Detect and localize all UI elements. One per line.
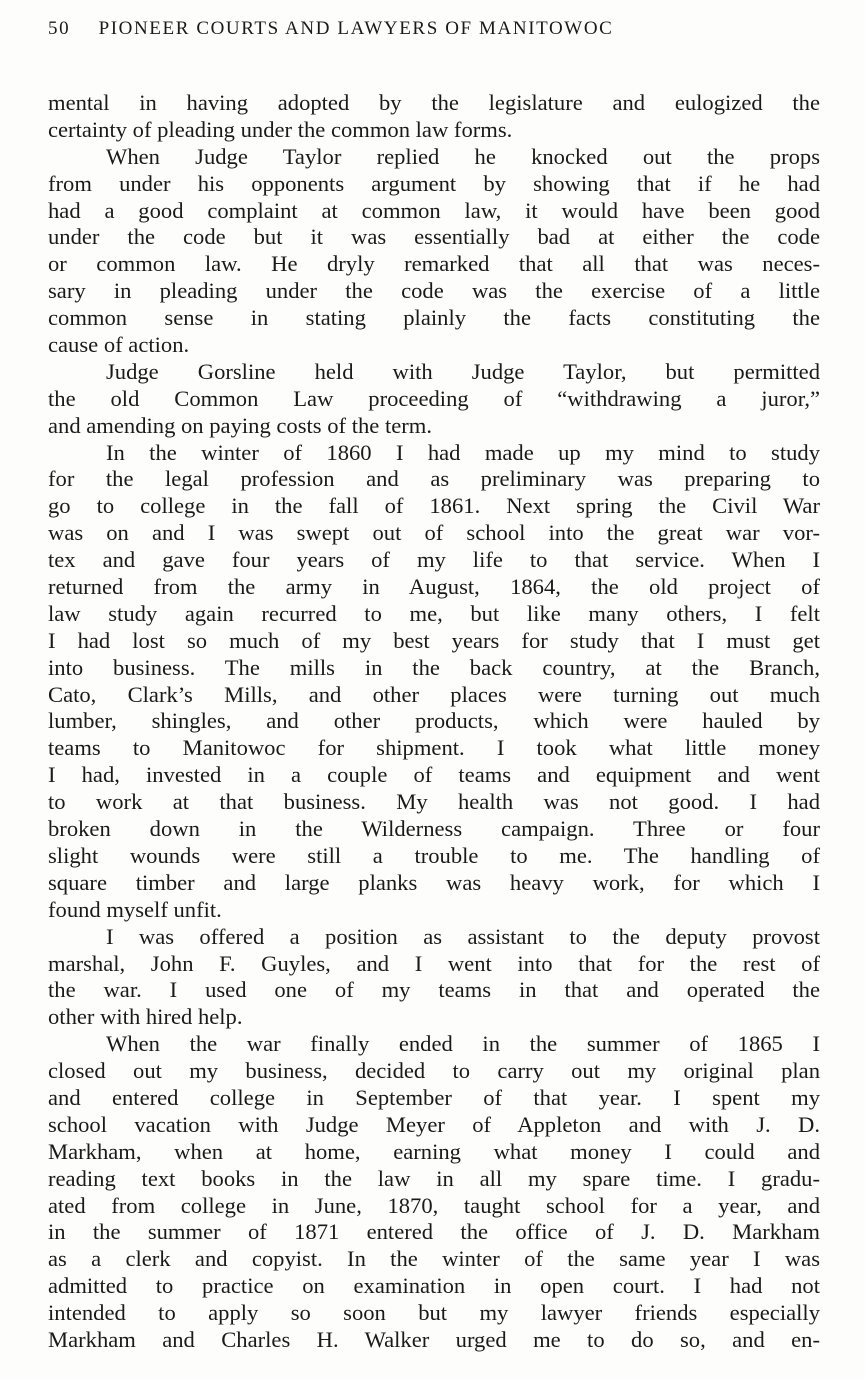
text-line: into business. The mills in the back country, at the Branch, bbox=[48, 654, 820, 680]
text-line: I was offered a position as assistant to the deputy provost bbox=[106, 923, 820, 949]
text-line: from under his opponents argument by showing that if he had bbox=[48, 170, 820, 196]
text-line: When Judge Taylor replied he knocked out the props bbox=[106, 143, 820, 169]
text-line: and entered college in September of that year. I spent my bbox=[48, 1084, 820, 1110]
text-line: for the legal profession and as preliminary was preparing to bbox=[48, 466, 820, 492]
body-text bbox=[48, 90, 820, 1354]
text-line: common sense in stating plainly the facts constituting the bbox=[48, 305, 820, 331]
text-line: as a clerk and copyist. In the winter of the same year I was bbox=[48, 1246, 820, 1272]
text-line: marshal, John F. Guyles, and I went into that for the rest of bbox=[48, 950, 820, 976]
text-line: lumber, shingles, and other products, which were hauled by bbox=[48, 708, 820, 734]
text-line: When the war finally ended in the summer of 1865 I bbox=[106, 1031, 820, 1057]
text-line: sary in pleading under the code was the exercise of a little bbox=[48, 278, 820, 304]
text-line: admitted to practice on examination in open court. I had not bbox=[48, 1273, 820, 1299]
text-line: or common law. He dryly remarked that all that was neces- bbox=[48, 251, 820, 277]
text-line: teams to Manitowoc for shipment. I took what little money bbox=[48, 735, 820, 761]
text-line: slight wounds were still a trouble to me. The handling of bbox=[48, 842, 820, 868]
text-line: broken down in the Wilderness campaign. Three or four bbox=[48, 816, 820, 842]
text-line: and amending on paying costs of the term. bbox=[48, 412, 433, 438]
text-line: Markham and Charles H. Walker urged me to do so, and en- bbox=[48, 1326, 820, 1352]
text-line: the war. I used one of my teams in that and operated the bbox=[48, 977, 820, 1003]
text-line: Judge Gorsline held with Judge Taylor, but permitted bbox=[106, 358, 820, 384]
running-header bbox=[48, 18, 818, 48]
text-line: other with hired help. bbox=[48, 1004, 243, 1030]
text-line: intended to apply so soon but my lawyer friends especially bbox=[48, 1300, 820, 1326]
text-line: found myself unfit. bbox=[48, 896, 222, 922]
text-line: the old Common Law proceeding of “withdrawing a juror,” bbox=[48, 385, 820, 411]
page-number: 50 bbox=[48, 18, 71, 39]
text-line: go to college in the fall of 1861. Next spring the Civil War bbox=[48, 493, 820, 519]
running-title: PIONEER COURTS AND LAWYERS OF MANITOWOC bbox=[98, 18, 614, 39]
text-line: cause of action. bbox=[48, 332, 190, 358]
text-line: to work at that business. My health was not good. I had bbox=[48, 789, 820, 815]
text-line: had a good complaint at common law, it would have been good bbox=[48, 197, 820, 223]
text-line: Markham, when at home, earning what money I could and bbox=[48, 1138, 820, 1164]
text-line: square timber and large planks was heavy work, for which I bbox=[48, 869, 820, 895]
text-line: school vacation with Judge Meyer of Appleton and with J. D. bbox=[48, 1111, 820, 1137]
text-line: Cato, Clark’s Mills, and other places were turning out much bbox=[48, 681, 820, 707]
text-line: under the code but it was essentially bad at either the code bbox=[48, 224, 820, 250]
text-line: closed out my business, decided to carry out my original plan bbox=[48, 1058, 820, 1084]
text-line: returned from the army in August, 1864, the old project of bbox=[48, 574, 820, 600]
text-line: was on and I was swept out of school into the great war vor- bbox=[48, 520, 820, 546]
text-line: certainty of pleading under the common law forms. bbox=[48, 116, 513, 142]
text-line: In the winter of 1860 I had made up my mind to study bbox=[106, 439, 820, 465]
text-line: reading text books in the law in all my spare time. I gradu- bbox=[48, 1165, 820, 1191]
text-line: I had, invested in a couple of teams and equipment and went bbox=[48, 762, 820, 788]
text-line: tex and gave four years of my life to that service. When I bbox=[48, 547, 820, 573]
text-line: I had lost so much of my best years for study that I must get bbox=[48, 627, 820, 653]
text-line: law study again recurred to me, but like many others, I felt bbox=[48, 600, 820, 626]
text-line: mental in having adopted by the legislature and eulogized the bbox=[48, 90, 820, 115]
text-line: ated from college in June, 1870, taught school for a year, and bbox=[48, 1192, 820, 1218]
text-line: in the summer of 1871 entered the office of J. D. Markham bbox=[48, 1219, 820, 1245]
